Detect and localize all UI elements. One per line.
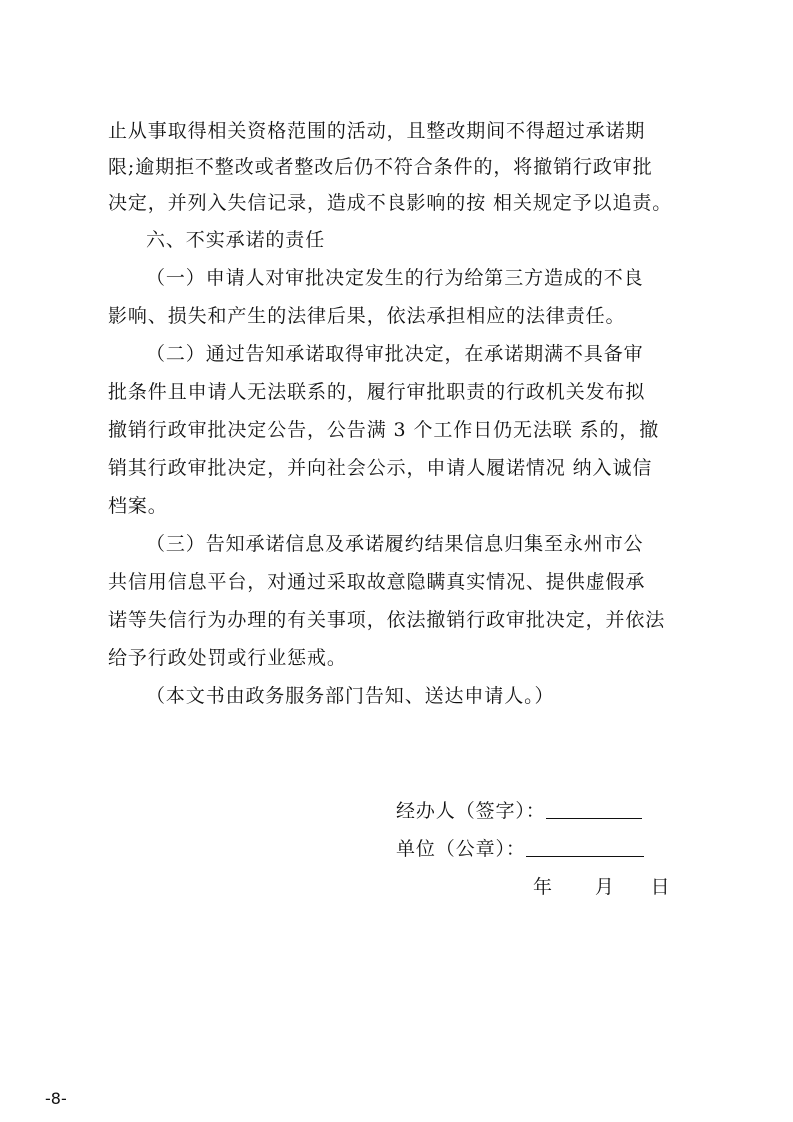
body-line: 限;逾期拒不整改或者整改后仍不符合条件的，将撤销行政审批 bbox=[108, 156, 653, 178]
unit-label: 单位（公章）： bbox=[396, 838, 526, 860]
date-day: 日 bbox=[650, 876, 671, 898]
body-line: 共信用信息平台，对通过采取故意隐瞒真实情况、提供虚假承 bbox=[108, 571, 646, 593]
note-line: （本文书由政务服务部门告知、送达申请人。） bbox=[146, 685, 555, 707]
unit-seal-row bbox=[396, 835, 644, 863]
body-line: 决定，并列入失信记录，造成不良影响的按 相关规定予以追责。 bbox=[108, 192, 673, 214]
page-number: -8- bbox=[45, 1089, 67, 1108]
body-line: 诺等失信行为办理的有关事项，依法撤销行政审批决定，并依法 bbox=[108, 609, 666, 631]
section-heading: 六、不实承诺的责任 bbox=[146, 229, 326, 251]
body-line: （二）通过告知承诺取得审批决定，在承诺期满不具备审 bbox=[146, 343, 644, 365]
body-line: 档案。 bbox=[108, 495, 168, 517]
body-line: 影响、损失和产生的法律后果，依法承担相应的法律责任。 bbox=[108, 305, 626, 327]
handler-signature-row bbox=[396, 797, 642, 825]
body-line: 销其行政审批决定，并向社会公示，申请人履诺情况 纳入诚信 bbox=[108, 457, 653, 479]
body-line: 止从事取得相关资格范围的活动，且整改期间不得超过承诺期 bbox=[108, 120, 646, 142]
body-line: （一）申请人对审批决定发生的行为给第三方造成的不良 bbox=[146, 267, 644, 289]
date-row bbox=[533, 873, 671, 901]
handler-signature-line[interactable] bbox=[546, 818, 642, 819]
date-year: 年 bbox=[533, 876, 553, 898]
date-month: 月 bbox=[594, 876, 615, 898]
unit-seal-line[interactable] bbox=[526, 856, 644, 857]
body-line: 批条件且申请人无法联系的，履行审批职责的行政机关发布拟 bbox=[108, 381, 646, 403]
body-line: 给予行政处罚或行业惩戒。 bbox=[108, 647, 347, 669]
body-line: 撤销行政审批决定公告，公告满 3 个工作日仍无法联 系的，撤 bbox=[108, 419, 660, 441]
body-line: （三）告知承诺信息及承诺履约结果信息归集至永州市公 bbox=[146, 533, 644, 555]
handler-label: 经办人（签字）： bbox=[396, 800, 546, 822]
